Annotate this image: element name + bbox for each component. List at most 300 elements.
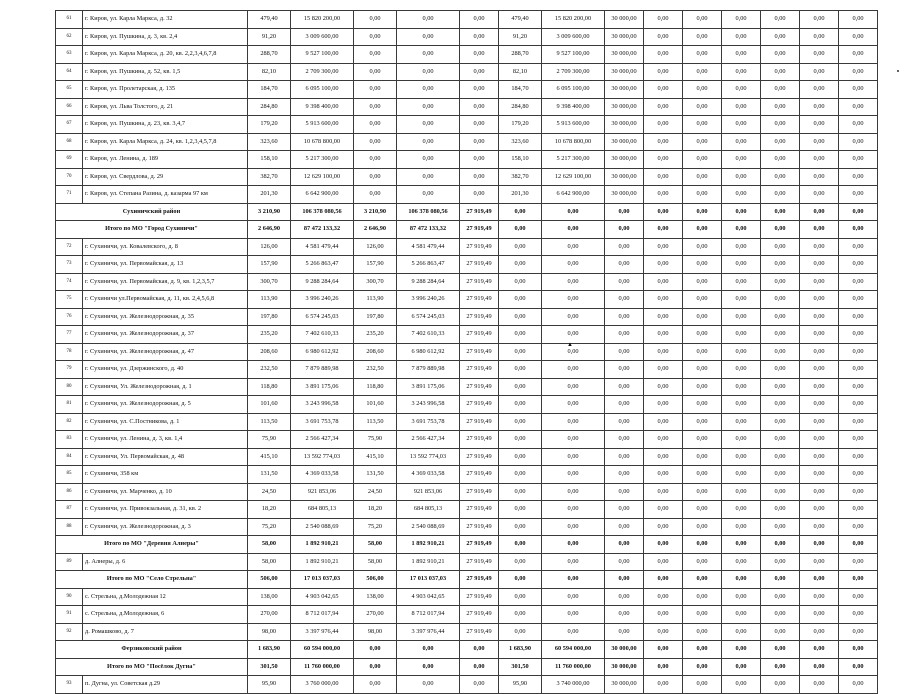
value-cell: 197,80 [248,308,291,326]
subtotal-row [56,221,878,239]
value-cell: 0,00 [722,151,761,169]
table-row [56,168,878,186]
stray-mark: ▲ [567,342,573,348]
value-cell: 0,00 [722,606,761,624]
value-cell: 0,00 [354,63,397,81]
value-cell: 235,20 [248,326,291,344]
value-cell: 0,00 [683,571,722,589]
row-number: 82 [56,413,83,431]
value-cell: 0,00 [605,466,644,484]
value-cell: 0,00 [499,308,542,326]
value-cell: 0,00 [683,256,722,274]
housing-program-table [55,10,878,694]
value-cell: 0,00 [839,203,878,221]
value-cell: 0,00 [839,81,878,99]
value-cell: 179,20 [248,116,291,134]
value-cell: 0,00 [644,431,683,449]
value-cell: 0,00 [761,623,800,641]
value-cell: 3 691 753,78 [397,413,460,431]
address-cell: г. Киров, ул. Свердлова, д. 29 [83,168,248,186]
value-cell: 30 000,00 [605,168,644,186]
value-cell: 415,10 [248,448,291,466]
value-cell: 0,00 [761,518,800,536]
value-cell: 0,00 [800,203,839,221]
value-cell: 0,00 [499,518,542,536]
value-cell: 0,00 [839,221,878,239]
value-cell: 0,00 [839,151,878,169]
value-cell: 0,00 [605,343,644,361]
value-cell: 0,00 [644,588,683,606]
value-cell: 0,00 [605,221,644,239]
address-cell: п. Дугна, ул. Советская д.29 [83,676,248,694]
value-cell: 27 919,49 [460,291,499,309]
value-cell: 3 996 240,26 [291,291,354,309]
value-cell: 0,00 [761,413,800,431]
value-cell: 0,00 [722,641,761,659]
value-cell: 0,00 [722,221,761,239]
row-number: 73 [56,256,83,274]
value-cell: 0,00 [839,326,878,344]
value-cell: 0,00 [499,588,542,606]
value-cell: 9 398 400,00 [291,98,354,116]
value-cell: 7 879 889,98 [291,361,354,379]
value-cell: 30 000,00 [605,186,644,204]
value-cell: 0,00 [800,448,839,466]
value-cell: 0,00 [800,483,839,501]
value-cell: 27 919,49 [460,448,499,466]
table-row [56,273,878,291]
row-number: 90 [56,588,83,606]
subtotal-row [56,536,878,554]
value-cell: 0,00 [761,203,800,221]
value-cell: 0,00 [644,28,683,46]
value-cell: 13 592 774,03 [291,448,354,466]
value-cell: 0,00 [761,378,800,396]
scan-speck [897,70,899,72]
value-cell: 232,50 [248,361,291,379]
value-cell: 30 000,00 [605,98,644,116]
value-cell: 0,00 [499,413,542,431]
value-cell: 0,00 [683,466,722,484]
value-cell: 0,00 [644,256,683,274]
value-cell: 0,00 [722,413,761,431]
address-cell: г. Сухиничи, ул. Железнодорожная, д. 37 [83,326,248,344]
value-cell: 3 243 996,58 [291,396,354,414]
value-cell: 0,00 [499,361,542,379]
value-cell: 0,00 [839,553,878,571]
value-cell: 479,40 [248,11,291,29]
value-cell: 0,00 [800,431,839,449]
value-cell: 0,00 [644,501,683,519]
value-cell: 7 879 889,98 [397,361,460,379]
value-cell: 5 217 300,00 [542,151,605,169]
value-cell: 3 740 000,00 [542,676,605,694]
value-cell: 0,00 [499,291,542,309]
value-cell: 0,00 [644,273,683,291]
table-row [56,116,878,134]
value-cell: 0,00 [683,291,722,309]
value-cell: 118,80 [354,378,397,396]
value-cell: 0,00 [542,501,605,519]
row-number: 64 [56,63,83,81]
row-number: 76 [56,308,83,326]
row-number: 63 [56,46,83,64]
value-cell: 10 678 800,00 [542,133,605,151]
value-cell: 0,00 [644,483,683,501]
value-cell: 0,00 [499,326,542,344]
value-cell: 0,00 [460,676,499,694]
value-cell: 0,00 [800,63,839,81]
value-cell: 0,00 [839,133,878,151]
value-cell: 27 919,49 [460,308,499,326]
value-cell: 0,00 [644,606,683,624]
value-cell: 921 853,06 [397,483,460,501]
value-cell: 184,70 [499,81,542,99]
value-cell: 0,00 [722,676,761,694]
value-cell: 27 919,49 [460,221,499,239]
value-cell: 98,00 [354,623,397,641]
table-row [56,361,878,379]
value-cell: 0,00 [800,186,839,204]
value-cell: 18,20 [354,501,397,519]
table-row [56,28,878,46]
value-cell: 0,00 [683,623,722,641]
value-cell: 0,00 [683,676,722,694]
value-cell: 0,00 [761,133,800,151]
value-cell: 101,60 [248,396,291,414]
value-cell: 0,00 [397,81,460,99]
value-cell: 0,00 [644,98,683,116]
subtotal-title: Сухиничский район [56,203,248,221]
value-cell: 0,00 [397,46,460,64]
value-cell: 0,00 [499,501,542,519]
value-cell: 0,00 [644,536,683,554]
value-cell: 0,00 [354,98,397,116]
value-cell: 0,00 [644,221,683,239]
value-cell: 2 646,90 [354,221,397,239]
address-cell: г. Киров, ул. Льва Толстого, д. 21 [83,98,248,116]
value-cell: 0,00 [683,81,722,99]
value-cell: 0,00 [542,413,605,431]
value-cell: 0,00 [800,588,839,606]
value-cell: 0,00 [683,203,722,221]
value-cell: 270,00 [354,606,397,624]
value-cell: 0,00 [800,168,839,186]
value-cell: 0,00 [542,203,605,221]
value-cell: 0,00 [683,273,722,291]
value-cell: 27 919,49 [460,553,499,571]
table-row [56,588,878,606]
value-cell: 0,00 [354,11,397,29]
value-cell: 30 000,00 [605,641,644,659]
value-cell: 0,00 [605,588,644,606]
value-cell: 300,70 [248,273,291,291]
row-number: 88 [56,518,83,536]
value-cell: 0,00 [722,623,761,641]
value-cell: 323,60 [499,133,542,151]
address-cell: г. Киров, ул. Степана Разина, д. казарма 97 км [83,186,248,204]
value-cell: 0,00 [839,431,878,449]
value-cell: 0,00 [761,571,800,589]
value-cell: 0,00 [354,116,397,134]
value-cell: 0,00 [683,326,722,344]
value-cell: 0,00 [354,186,397,204]
value-cell: 0,00 [644,11,683,29]
table-row [56,676,878,694]
value-cell: 0,00 [800,606,839,624]
value-cell: 284,80 [499,98,542,116]
value-cell: 0,00 [542,623,605,641]
address-cell: г. Сухиничи, ул. Железнодорожная, д. 5 [83,396,248,414]
value-cell: 0,00 [644,291,683,309]
value-cell: 0,00 [800,378,839,396]
table-row [56,256,878,274]
value-cell: 2 566 427,34 [291,431,354,449]
value-cell: 0,00 [683,98,722,116]
row-number: 81 [56,396,83,414]
value-cell: 0,00 [722,361,761,379]
value-cell: 0,00 [839,361,878,379]
value-cell: 11 760 000,00 [542,658,605,676]
value-cell: 82,10 [248,63,291,81]
value-cell: 0,00 [542,396,605,414]
row-number: 68 [56,133,83,151]
value-cell: 0,00 [722,536,761,554]
value-cell: 0,00 [722,63,761,81]
value-cell: 0,00 [722,448,761,466]
value-cell: 0,00 [542,518,605,536]
value-cell: 0,00 [644,378,683,396]
value-cell: 0,00 [839,186,878,204]
table-row [56,343,878,361]
value-cell: 0,00 [722,116,761,134]
value-cell: 0,00 [761,606,800,624]
table-row [56,151,878,169]
value-cell: 5 913 600,00 [291,116,354,134]
value-cell: 113,90 [248,291,291,309]
value-cell: 0,00 [800,133,839,151]
row-number: 89 [56,553,83,571]
value-cell: 0,00 [800,46,839,64]
value-cell: 0,00 [839,658,878,676]
value-cell: 0,00 [761,588,800,606]
value-cell: 0,00 [683,28,722,46]
table-row [56,396,878,414]
value-cell: 9 527 100,00 [291,46,354,64]
address-cell: г. Сухиничи, ул. Железнодорожная, д. 47 [83,343,248,361]
value-cell: 0,00 [800,658,839,676]
value-cell: 0,00 [839,641,878,659]
table-row [56,291,878,309]
address-cell: г. Сухиничи, ул. Ковалевского, д. 8 [83,238,248,256]
value-cell: 30 000,00 [605,658,644,676]
value-cell: 0,00 [499,431,542,449]
value-cell: 12 629 100,00 [542,168,605,186]
value-cell: 0,00 [839,501,878,519]
value-cell: 0,00 [460,641,499,659]
value-cell: 27 919,49 [460,518,499,536]
table-row [56,448,878,466]
value-cell: 0,00 [542,256,605,274]
value-cell: 0,00 [761,46,800,64]
address-cell: г. Киров, ул. Пушкина, д. 52, кв. 1,5 [83,63,248,81]
value-cell: 27 919,49 [460,273,499,291]
value-cell: 27 919,49 [460,571,499,589]
address-cell: г. Сухиничи, ул. Первомайская, д. 9, кв. 1,2,3,5,7 [83,273,248,291]
table-row [56,553,878,571]
value-cell: 0,00 [722,378,761,396]
value-cell: 284,80 [248,98,291,116]
value-cell: 0,00 [839,291,878,309]
value-cell: 0,00 [605,326,644,344]
table-row [56,623,878,641]
value-cell: 0,00 [722,98,761,116]
value-cell: 4 903 042,65 [291,588,354,606]
value-cell: 0,00 [839,273,878,291]
value-cell: 506,00 [354,571,397,589]
value-cell: 0,00 [605,361,644,379]
value-cell: 0,00 [683,238,722,256]
value-cell: 95,90 [248,676,291,694]
value-cell: 0,00 [761,676,800,694]
table-row [56,483,878,501]
row-number: 67 [56,116,83,134]
value-cell: 288,70 [499,46,542,64]
value-cell: 0,00 [542,273,605,291]
value-cell: 0,00 [460,11,499,29]
value-cell: 0,00 [722,273,761,291]
value-cell: 197,80 [354,308,397,326]
value-cell: 0,00 [761,168,800,186]
value-cell: 0,00 [542,361,605,379]
row-number: 61 [56,11,83,29]
row-number: 71 [56,186,83,204]
row-number: 72 [56,238,83,256]
value-cell: 0,00 [460,46,499,64]
value-cell: 2 709 300,00 [542,63,605,81]
value-cell: 0,00 [839,256,878,274]
value-cell: 0,00 [397,63,460,81]
value-cell: 0,00 [761,483,800,501]
value-cell: 0,00 [839,63,878,81]
value-cell: 0,00 [761,658,800,676]
value-cell: 0,00 [397,676,460,694]
value-cell: 0,00 [542,343,605,361]
value-cell: 113,50 [354,413,397,431]
value-cell: 479,40 [499,11,542,29]
value-cell: 6 574 245,03 [397,308,460,326]
value-cell: 0,00 [722,501,761,519]
value-cell: 0,00 [800,326,839,344]
table-row [56,466,878,484]
value-cell: 3 243 996,58 [397,396,460,414]
value-cell: 24,50 [354,483,397,501]
value-cell: 0,00 [460,151,499,169]
address-cell: г. Киров, ул. Карла Маркса, д. 32 [83,11,248,29]
value-cell: 27 919,49 [460,623,499,641]
value-cell: 0,00 [397,133,460,151]
row-number: 79 [56,361,83,379]
value-cell: 0,00 [499,553,542,571]
value-cell: 0,00 [761,308,800,326]
value-cell: 684 805,13 [397,501,460,519]
value-cell: 0,00 [800,343,839,361]
address-cell: г. Сухиничи, ул. Первомайская, д. 13 [83,256,248,274]
value-cell: 0,00 [722,133,761,151]
value-cell: 7 402 610,33 [397,326,460,344]
value-cell: 30 000,00 [605,151,644,169]
value-cell: 0,00 [542,221,605,239]
value-cell: 6 095 100,00 [542,81,605,99]
value-cell: 0,00 [722,203,761,221]
row-number: 70 [56,168,83,186]
address-cell: г. Сухиничи, Ул. Первомайская, д. 48 [83,448,248,466]
value-cell: 9 398 400,00 [542,98,605,116]
value-cell: 17 013 037,03 [397,571,460,589]
value-cell: 0,00 [800,396,839,414]
value-cell: 0,00 [499,571,542,589]
value-cell: 270,00 [248,606,291,624]
value-cell: 4 369 033,58 [397,466,460,484]
value-cell: 0,00 [800,413,839,431]
value-cell: 0,00 [354,133,397,151]
address-cell: д. Алнеры, д. 6 [83,553,248,571]
value-cell: 0,00 [397,98,460,116]
value-cell: 1 892 910,21 [291,553,354,571]
value-cell: 0,00 [839,46,878,64]
value-cell: 158,10 [499,151,542,169]
value-cell: 0,00 [354,676,397,694]
value-cell: 2 566 427,34 [397,431,460,449]
value-cell: 0,00 [722,11,761,29]
value-cell: 201,30 [248,186,291,204]
value-cell: 0,00 [800,238,839,256]
value-cell: 15 820 200,00 [542,11,605,29]
value-cell: 0,00 [839,396,878,414]
value-cell: 3 397 976,44 [397,623,460,641]
value-cell: 0,00 [542,308,605,326]
value-cell: 0,00 [460,168,499,186]
value-cell: 3 891 175,06 [291,378,354,396]
value-cell: 0,00 [397,168,460,186]
value-cell: 0,00 [839,571,878,589]
value-cell: 0,00 [722,396,761,414]
value-cell: 0,00 [722,518,761,536]
value-cell: 0,00 [460,658,499,676]
value-cell: 0,00 [800,571,839,589]
value-cell: 1 683,90 [499,641,542,659]
value-cell: 0,00 [644,81,683,99]
value-cell: 0,00 [722,588,761,606]
value-cell: 0,00 [354,168,397,186]
value-cell: 11 760 000,00 [291,658,354,676]
address-cell: д. Ромашково, д. 7 [83,623,248,641]
address-cell: г. Сухиничи, ул. С.Постникова, д. 1 [83,413,248,431]
value-cell: 106 378 080,56 [291,203,354,221]
value-cell: 0,00 [644,518,683,536]
value-cell: 75,90 [248,431,291,449]
value-cell: 0,00 [800,536,839,554]
value-cell: 0,00 [542,238,605,256]
table-row [56,98,878,116]
value-cell: 6 980 612,92 [291,343,354,361]
value-cell: 91,20 [248,28,291,46]
value-cell: 0,00 [800,308,839,326]
value-cell: 101,60 [354,396,397,414]
value-cell: 0,00 [605,553,644,571]
value-cell: 0,00 [800,98,839,116]
value-cell: 0,00 [499,623,542,641]
